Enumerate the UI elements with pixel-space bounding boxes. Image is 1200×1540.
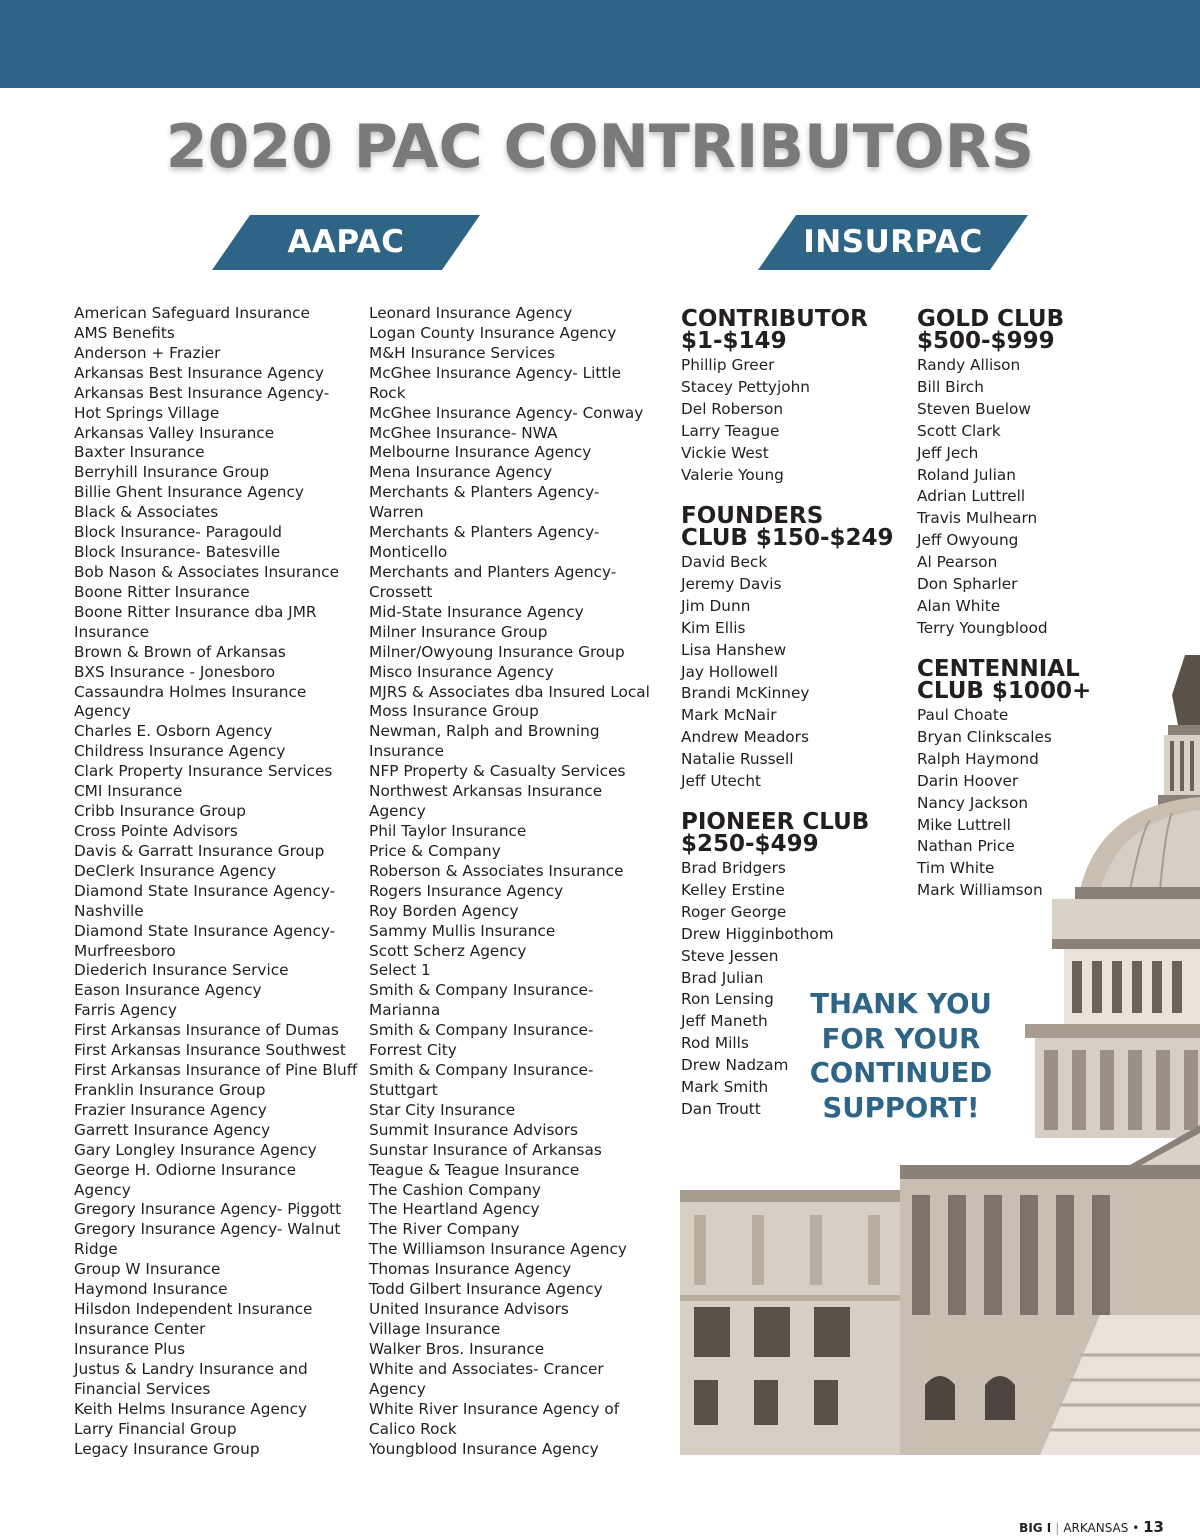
aapac-list-item: George H. Odiorne Insurance bbox=[74, 1160, 296, 1179]
pioneer-name-item: Dan Troutt bbox=[681, 1099, 761, 1118]
aapac-list-item: McGhee Insurance Agency- Conway bbox=[369, 403, 644, 422]
aapac-list-item: McGhee Insurance Agency- Little bbox=[369, 363, 622, 382]
aapac-list-item: Milner Insurance Group bbox=[369, 622, 548, 641]
aapac-list-item: Insurance bbox=[74, 622, 150, 641]
footer-divider: | bbox=[1055, 1521, 1060, 1535]
centennial-heading-line1: CENTENNIAL bbox=[917, 656, 1080, 682]
aapac-list-item: Garrett Insurance Agency bbox=[74, 1120, 271, 1139]
gold-name-item: Alan White bbox=[917, 596, 1001, 615]
aapac-list-item: Logan County Insurance Agency bbox=[369, 323, 617, 342]
contributor-name-item: Vickie West bbox=[681, 443, 769, 462]
aapac-list-item: Stuttgart bbox=[369, 1080, 438, 1099]
aapac-list-item: Todd Gilbert Insurance Agency bbox=[369, 1280, 603, 1299]
aapac-list-item: Misco Insurance Agency bbox=[369, 662, 554, 681]
aapac-list-item: AMS Benefits bbox=[74, 323, 175, 342]
aapac-list-item: Ridge bbox=[74, 1240, 118, 1259]
aapac-list-item: Select 1 bbox=[369, 961, 431, 980]
pioneer-heading bbox=[681, 811, 869, 855]
pioneer-name-item: Ron Lensing bbox=[681, 990, 774, 1009]
aapac-list-item: Group W Insurance bbox=[74, 1260, 221, 1279]
centennial-name-item: Mark Williamson bbox=[917, 881, 1043, 900]
aapac-list-item: Cross Pointe Advisors bbox=[74, 821, 238, 840]
aapac-list-item: Newman, Ralph and Browning bbox=[369, 722, 600, 741]
aapac-list-item: Davis & Garratt Insurance Group bbox=[74, 841, 325, 860]
aapac-list-item: Diamond State Insurance Agency- bbox=[74, 921, 336, 940]
aapac-list-item: Eason Insurance Agency bbox=[74, 981, 262, 1000]
aapac-list-item: Clark Property Insurance Services bbox=[74, 762, 333, 781]
pioneer-name-item: Roger George bbox=[681, 902, 787, 921]
gold-tier bbox=[917, 308, 1064, 640]
aapac-list-item: Roberson & Associates Insurance bbox=[369, 861, 624, 880]
centennial-name-item: Nathan Price bbox=[917, 837, 1015, 856]
aapac-banner bbox=[212, 215, 467, 270]
thanks-line: SUPPORT! bbox=[822, 1091, 980, 1124]
thanks-line: FOR YOUR bbox=[821, 1022, 981, 1055]
aapac-list-item: Melbourne Insurance Agency bbox=[369, 443, 592, 462]
aapac-list-item: Merchants & Planters Agency- bbox=[369, 523, 600, 542]
aapac-list-item: Arkansas Best Insurance Agency- bbox=[74, 383, 330, 402]
aapac-list-item: Financial Services bbox=[74, 1379, 211, 1398]
aapac-list-item: Diederich Insurance Service bbox=[74, 961, 289, 980]
aapac-list-item: Roy Borden Agency bbox=[369, 901, 519, 920]
aapac-list-item: White River Insurance Agency of bbox=[369, 1399, 620, 1418]
aapac-list-item: Walker Bros. Insurance bbox=[369, 1339, 545, 1358]
gold-name-item: Jeff Owyoung bbox=[917, 531, 1019, 550]
aapac-list-item: NFP Property & Casualty Services bbox=[369, 762, 626, 781]
aapac-list-item: BXS Insurance - Jonesboro bbox=[74, 662, 276, 681]
aapac-list-item: Childress Insurance Agency bbox=[74, 742, 286, 761]
gold-names bbox=[917, 355, 1064, 640]
page-footer bbox=[1019, 1518, 1164, 1536]
aapac-list-item: Keith Helms Insurance Agency bbox=[74, 1399, 308, 1418]
contributor-name-item: Stacey Pettyjohn bbox=[681, 377, 810, 396]
aapac-list-item: Agency bbox=[369, 1379, 426, 1398]
aapac-label: AAPAC bbox=[287, 224, 405, 260]
contributor-name-item: Valerie Young bbox=[681, 465, 784, 484]
page-title: 2020 PAC CONTRIBUTORS bbox=[165, 112, 1035, 182]
centennial-name-item: Nancy Jackson bbox=[917, 793, 1029, 812]
pioneer-name-item: Jeff Maneth bbox=[681, 1012, 768, 1031]
aapac-list-item: Northwest Arkansas Insurance bbox=[369, 782, 603, 801]
aapac-list-item: Milner/Owyoung Insurance Group bbox=[369, 642, 625, 661]
gold-name-item: Adrian Luttrell bbox=[917, 487, 1026, 506]
gold-name-item: Don Spharler bbox=[917, 575, 1018, 594]
pioneer-name-item: Drew Higginbothom bbox=[681, 924, 834, 943]
aapac-list-item: The Heartland Agency bbox=[369, 1200, 540, 1219]
gold-name-item: Terry Youngblood bbox=[917, 618, 1048, 637]
founders-heading-line1: FOUNDERS bbox=[681, 503, 824, 529]
gold-heading-line1: GOLD CLUB bbox=[917, 306, 1065, 332]
aapac-list-item: Rock bbox=[369, 383, 406, 402]
aapac-list-item: Gregory Insurance Agency- Piggott bbox=[74, 1200, 342, 1219]
pioneer-name-item: Kelley Erstine bbox=[681, 880, 785, 899]
footer-state: ARKANSAS bbox=[1063, 1521, 1129, 1535]
aapac-list-item: Boone Ritter Insurance bbox=[74, 582, 250, 601]
aapac-list-item: The Williamson Insurance Agency bbox=[369, 1240, 627, 1259]
aapac-list-item: Leonard Insurance Agency bbox=[369, 304, 573, 322]
founders-name-item: Natalie Russell bbox=[681, 750, 794, 769]
aapac-list-item: Legacy Insurance Group bbox=[74, 1439, 260, 1458]
gold-name-item: Bill Birch bbox=[917, 377, 984, 396]
aapac-list-item: Monticello bbox=[369, 543, 448, 562]
aapac-list-item: Black & Associates bbox=[74, 503, 219, 522]
founders-name-item: Mark McNair bbox=[681, 706, 777, 725]
aapac-list-item: First Arkansas Insurance of Pine Bluff bbox=[74, 1061, 358, 1080]
aapac-list-item: MJRS & Associates dba Insured Local bbox=[369, 682, 650, 701]
aapac-list-item: Thomas Insurance Agency bbox=[369, 1260, 572, 1279]
aapac-list-item: Mid-State Insurance Agency bbox=[369, 602, 584, 621]
aapac-list-item: Sunstar Insurance of Arkansas bbox=[369, 1140, 602, 1159]
aapac-list-item: Agency bbox=[74, 1180, 131, 1199]
aapac-list-item: Insurance Plus bbox=[74, 1339, 186, 1358]
aapac-list-item: Baxter Insurance bbox=[74, 443, 205, 462]
aapac-list-item: Mena Insurance Agency bbox=[369, 463, 553, 482]
gold-heading-line2: $500-$999 bbox=[917, 328, 1055, 354]
aapac-list-item: Merchants and Planters Agency- bbox=[369, 562, 617, 581]
aapac-list-item: Gary Longley Insurance Agency bbox=[74, 1140, 317, 1159]
pioneer-name-item: Rod Mills bbox=[681, 1034, 749, 1053]
aapac-list-item: First Arkansas Insurance of Dumas bbox=[74, 1021, 339, 1040]
aapac-list-column-2 bbox=[369, 304, 650, 1459]
aapac-list-item: Larry Financial Group bbox=[74, 1419, 237, 1438]
aapac-list-item: Forrest City bbox=[369, 1041, 457, 1060]
founders-name-item: Jeremy Davis bbox=[681, 574, 782, 593]
aapac-list-item: Marianna bbox=[369, 1001, 441, 1020]
aapac-list-item: First Arkansas Insurance Southwest bbox=[74, 1041, 346, 1060]
gold-name-item: Roland Julian bbox=[917, 465, 1016, 484]
pioneer-name-item: Brad Bridgers bbox=[681, 859, 786, 877]
aapac-list-item: Gregory Insurance Agency- Walnut bbox=[74, 1220, 341, 1239]
aapac-list-item: The River Company bbox=[369, 1220, 520, 1239]
aapac-list-item: Teague & Teague Insurance bbox=[369, 1160, 580, 1179]
aapac-list-item: Anderson + Frazier bbox=[74, 343, 221, 362]
aapac-list-item: Price & Company bbox=[369, 841, 501, 860]
footer-bullet: • bbox=[1132, 1521, 1140, 1535]
pioneer-heading-line1: PIONEER CLUB bbox=[681, 809, 870, 835]
aapac-list-item: The Cashion Company bbox=[369, 1180, 541, 1199]
aapac-list-item: Agency bbox=[74, 702, 131, 721]
page-number: 13 bbox=[1143, 1518, 1164, 1536]
aapac-list-item: Summit Insurance Advisors bbox=[369, 1120, 579, 1139]
gold-heading bbox=[917, 308, 1064, 352]
pioneer-name-item: Brad Julian bbox=[681, 968, 764, 987]
aapac-list-item: Arkansas Valley Insurance bbox=[74, 423, 275, 442]
thank-you-message bbox=[795, 987, 1007, 1125]
aapac-list-item: Insurance Center bbox=[74, 1320, 206, 1339]
gold-name-item: Travis Mulhearn bbox=[917, 509, 1038, 528]
centennial-names bbox=[917, 705, 1091, 902]
aapac-list-item: Hilsdon Independent Insurance bbox=[74, 1300, 313, 1319]
aapac-list-item: Arkansas Best Insurance Agency bbox=[74, 363, 324, 382]
aapac-list-item: Sammy Mullis Insurance bbox=[369, 921, 556, 940]
founders-name-item: Kim Ellis bbox=[681, 618, 746, 637]
pioneer-name-item: Drew Nadzam bbox=[681, 1056, 789, 1075]
aapac-list-item: Star City Insurance bbox=[369, 1100, 516, 1119]
aapac-list-item: Farris Agency bbox=[74, 1001, 177, 1020]
aapac-list-item: Block Insurance- Paragould bbox=[74, 523, 282, 542]
founders-name-item: Lisa Hanshew bbox=[681, 640, 787, 659]
aapac-list-item: Justus & Landry Insurance and bbox=[74, 1359, 308, 1378]
centennial-name-item: Ralph Haymond bbox=[917, 749, 1039, 768]
gold-name-item: Steven Buelow bbox=[917, 399, 1031, 418]
aapac-list-item: United Insurance Advisors bbox=[369, 1300, 569, 1319]
contributor-heading bbox=[681, 308, 868, 352]
aapac-list-item: Bob Nason & Associates Insurance bbox=[74, 562, 340, 581]
contributor-name-item: Phillip Greer bbox=[681, 356, 775, 374]
contributor-heading-line1: CONTRIBUTOR bbox=[681, 306, 868, 332]
founders-name-item: David Beck bbox=[681, 553, 768, 571]
contributor-tier bbox=[681, 308, 868, 486]
aapac-list-item: White and Associates- Crancer bbox=[369, 1359, 604, 1378]
aapac-list-item: Agency bbox=[369, 802, 426, 821]
founders-name-item: Brandi McKinney bbox=[681, 684, 810, 703]
centennial-name-item: Mike Luttrell bbox=[917, 815, 1011, 834]
centennial-name-item: Tim White bbox=[917, 859, 995, 878]
founders-name-item: Jay Hollowell bbox=[681, 662, 778, 681]
aapac-list-item: Village Insurance bbox=[369, 1320, 501, 1339]
aapac-list-item: Youngblood Insurance Agency bbox=[369, 1439, 599, 1458]
aapac-list-item: Smith & Company Insurance- bbox=[369, 981, 594, 1000]
gold-name-item: Randy Allison bbox=[917, 356, 1021, 374]
aapac-list-item: McGhee Insurance- NWA bbox=[369, 423, 558, 442]
thanks-line: CONTINUED bbox=[809, 1057, 993, 1089]
aapac-list-item: Berryhill Insurance Group bbox=[74, 463, 270, 482]
aapac-list-item: Crossett bbox=[369, 582, 433, 601]
aapac-list-item: Cribb Insurance Group bbox=[74, 802, 246, 821]
centennial-tier bbox=[917, 658, 1091, 902]
aapac-list-item: Diamond State Insurance Agency- bbox=[74, 881, 336, 900]
contributor-name-item: Del Roberson bbox=[681, 399, 784, 418]
aapac-list-item: Charles E. Osborn Agency bbox=[74, 722, 273, 741]
thanks-line: THANK YOU bbox=[810, 988, 992, 1020]
founders-heading bbox=[681, 505, 894, 549]
header-bar bbox=[0, 0, 1200, 88]
aapac-list-item: Insurance bbox=[369, 742, 445, 761]
aapac-list-item: Billie Ghent Insurance Agency bbox=[74, 483, 304, 502]
aapac-list-item: Frazier Insurance Agency bbox=[74, 1100, 267, 1119]
founders-name-item: Jim Dunn bbox=[681, 596, 751, 615]
centennial-name-item: Paul Choate bbox=[917, 706, 1009, 724]
aapac-list-item: Smith & Company Insurance- bbox=[369, 1021, 594, 1040]
contributor-names bbox=[681, 355, 868, 486]
centennial-name-item: Darin Hoover bbox=[917, 771, 1019, 790]
aapac-list-item: Merchants & Planters Agency- bbox=[369, 483, 600, 502]
insurpac-label: INSURPAC bbox=[803, 224, 983, 260]
centennial-name-item: Bryan Clinkscales bbox=[917, 727, 1052, 746]
insurpac-banner bbox=[758, 215, 1013, 270]
aapac-list-item: DeClerk Insurance Agency bbox=[74, 861, 277, 880]
gold-name-item: Jeff Jech bbox=[917, 443, 979, 462]
aapac-list-item: CMI Insurance bbox=[74, 782, 183, 801]
centennial-heading bbox=[917, 658, 1091, 702]
aapac-list-item: Brown & Brown of Arkansas bbox=[74, 642, 286, 661]
aapac-list-item: Cassaundra Holmes Insurance bbox=[74, 682, 307, 701]
aapac-list-item: Smith & Company Insurance- bbox=[369, 1061, 594, 1080]
founders-name-item: Jeff Utecht bbox=[681, 772, 762, 791]
centennial-heading-line2: CLUB $1000+ bbox=[917, 678, 1092, 704]
aapac-list-item: Rogers Insurance Agency bbox=[369, 881, 564, 900]
founders-tier bbox=[681, 505, 894, 793]
aapac-list-item: Block Insurance- Batesville bbox=[74, 543, 281, 562]
aapac-list-item: Phil Taylor Insurance bbox=[369, 821, 527, 840]
pioneer-heading-line2: $250-$499 bbox=[681, 831, 819, 857]
pioneer-name-item: Mark Smith bbox=[681, 1078, 769, 1097]
aapac-list-item: Warren bbox=[369, 503, 424, 522]
aapac-list-item: Franklin Insurance Group bbox=[74, 1080, 266, 1099]
founders-names bbox=[681, 552, 894, 793]
aapac-list-column-1 bbox=[74, 304, 357, 1459]
aapac-list-item: Hot Springs Village bbox=[74, 403, 220, 422]
gold-name-item: Al Pearson bbox=[917, 553, 998, 572]
footer-brand: BIG I bbox=[1019, 1521, 1052, 1535]
aapac-list-item: Calico Rock bbox=[369, 1419, 457, 1438]
contributor-heading-line2: $1-$149 bbox=[681, 328, 787, 354]
founders-name-item: Andrew Meadors bbox=[681, 728, 809, 747]
aapac-list-item: Murfreesboro bbox=[74, 941, 176, 960]
aapac-list-item: Boone Ritter Insurance dba JMR bbox=[74, 602, 317, 621]
aapac-list-item: Nashville bbox=[74, 901, 144, 920]
founders-heading-line2: CLUB $150-$249 bbox=[681, 525, 894, 551]
aapac-list-item: Scott Scherz Agency bbox=[369, 941, 527, 960]
aapac-list-item: M&H Insurance Services bbox=[369, 343, 555, 362]
pioneer-name-item: Steve Jessen bbox=[681, 946, 779, 965]
aapac-list-item: American Safeguard Insurance bbox=[74, 304, 310, 322]
gold-name-item: Scott Clark bbox=[917, 421, 1001, 440]
contributor-name-item: Larry Teague bbox=[681, 421, 780, 440]
aapac-list-item: Haymond Insurance bbox=[74, 1280, 228, 1299]
aapac-list-item: Moss Insurance Group bbox=[369, 702, 539, 721]
